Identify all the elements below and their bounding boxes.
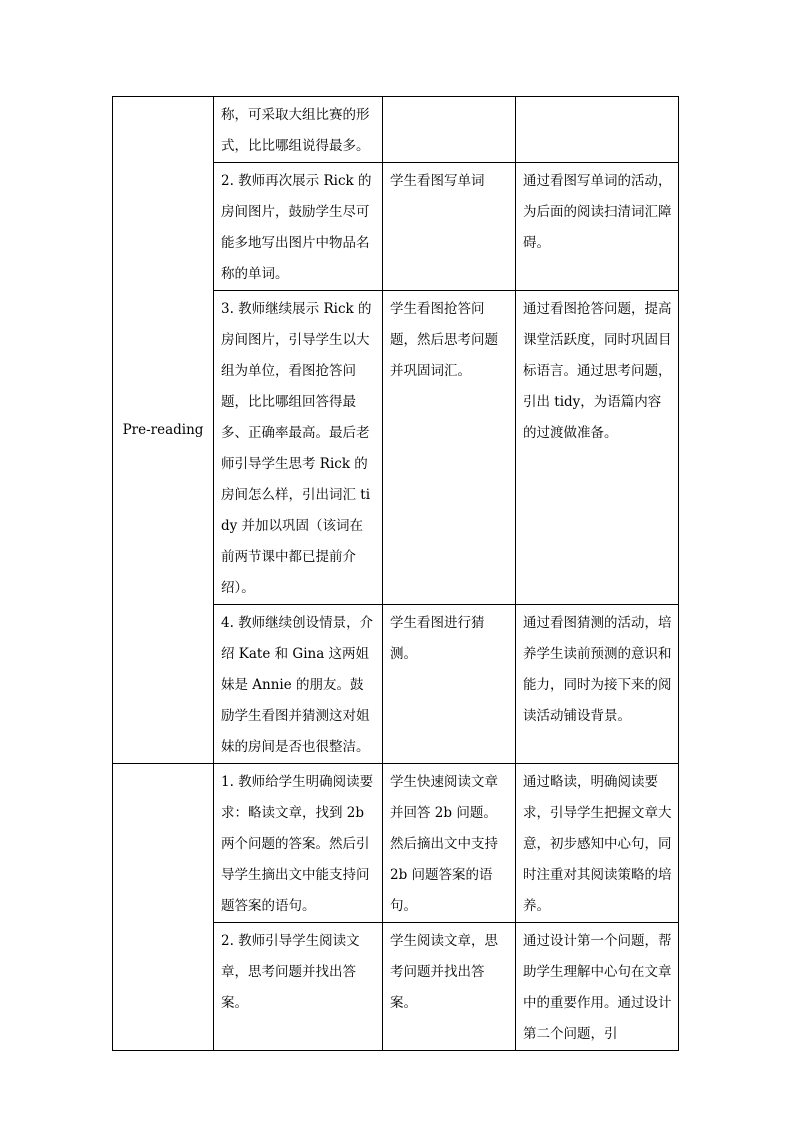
student-activity-cell: 学生快速阅读文章并回答 2b 问题。然后摘出文中支持 2b 问题答案的语句。 [383,764,516,923]
activity-cell: 4. 教师继续创设情景，介绍 Kate 和 Gina 这两姐妹是 Annie 的朋友。鼓励学生看图并猜测这对姐妹的房间是否也很整洁。 [214,605,383,764]
student-activity-cell: 学生看图进行猜测。 [383,605,516,764]
table-row [113,764,679,923]
purpose-cell: 通过看图抢答问题，提高课堂活跃度，同时巩固目标语言。通过思考问题，引出 tidy，为语篇内容的过渡做准备。 [516,291,679,605]
activity-cell: 3. 教师继续展示 Rick 的房间图片，引导学生以大组为单位，看图抢答问题，比比哪组回答得最多、正确率最高。最后老师引导学生思考 Rick 的房间怎么样，引出词汇 tidy 并加以巩固（该词在前两节课中都已提前介绍）。 [214,291,383,605]
table-row [113,97,679,163]
student-activity-cell [383,97,516,163]
purpose-cell: 通过看图猜测的活动，培养学生读前预测的意识和能力，同时为接下来的阅读活动铺设背景。 [516,605,679,764]
activity-cell: 2. 教师引导学生阅读文章，思考问题并找出答案。 [214,923,383,1051]
purpose-cell: 通过设计第一个问题，帮助学生理解中心句在文章中的重要作用。通过设计第二个问题，引 [516,923,679,1051]
activity-cell: 称，可采取大组比赛的形式，比比哪组说得最多。 [214,97,383,163]
stage-cell-while-reading [113,764,214,1051]
stage-label: Pre-reading [122,421,204,438]
purpose-cell [516,97,679,163]
activity-cell: 1. 教师给学生明确阅读要求：略读文章，找到 2b 两个问题的答案。然后引导学生摘出文中能支持问题答案的语句。 [214,764,383,923]
purpose-cell: 通过看图写单词的活动，为后面的阅读扫清词汇障碍。 [516,163,679,291]
student-activity-cell: 学生看图抢答问题，然后思考问题并巩固词汇。 [383,291,516,605]
stage-cell-pre-reading [113,97,214,764]
student-activity-cell: 学生阅读文章，思考问题并找出答案。 [383,923,516,1051]
activity-cell: 2. 教师再次展示 Rick 的房间图片，鼓励学生尽可能多地写出图片中物品名称的单词。 [214,163,383,291]
purpose-cell: 通过略读，明确阅读要求，引导学生把握文章大意，初步感知中心句，同时注重对其阅读策略的培养。 [516,764,679,923]
lesson-plan-table [112,96,679,1051]
student-activity-cell: 学生看图写单词 [383,163,516,291]
